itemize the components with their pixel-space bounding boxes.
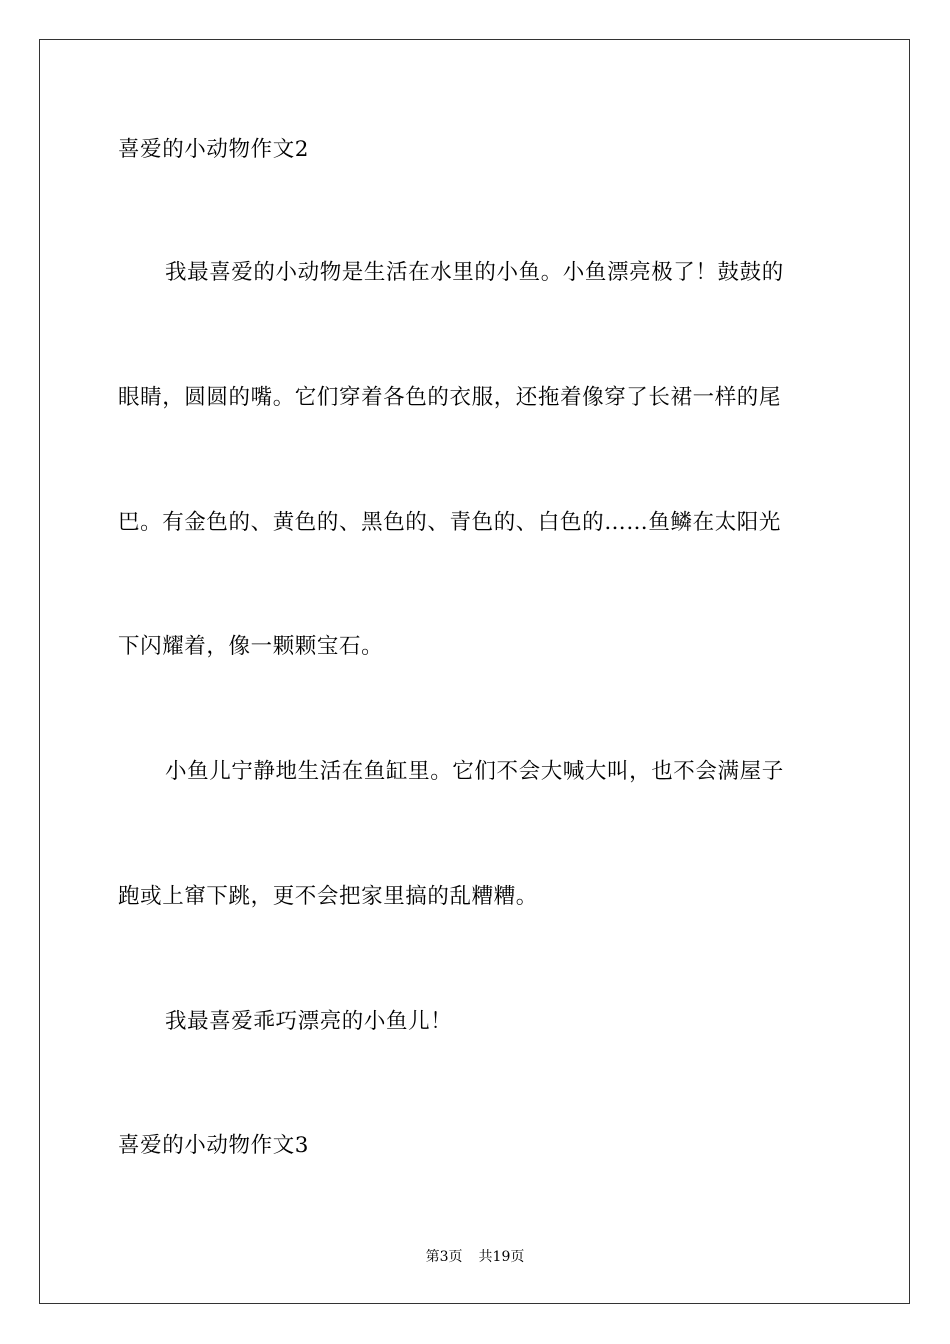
page-frame bbox=[39, 39, 910, 1304]
paragraph-line: 我最喜爱乖巧漂亮的小鱼儿！ bbox=[165, 1009, 453, 1034]
paragraph-line: 下闪耀着，像一颗颗宝石。 bbox=[118, 634, 384, 659]
page-number: 第3页 bbox=[425, 1249, 463, 1265]
section-heading: 喜爱的小动物作文2 bbox=[118, 137, 310, 162]
page-total: 共19页 bbox=[478, 1249, 525, 1265]
paragraph-line: 眼睛，圆圆的嘴。它们穿着各色的衣服，还拖着像穿了长裙一样的尾 bbox=[118, 385, 782, 410]
page-footer bbox=[0, 1248, 950, 1266]
paragraph-line: 跑或上窜下跳，更不会把家里搞的乱糟糟。 bbox=[118, 884, 538, 909]
section-heading: 喜爱的小动物作文3 bbox=[118, 1133, 310, 1158]
paragraph-line: 巴。有金色的、黄色的、黑色的、青色的、白色的……鱼鳞在太阳光 bbox=[118, 510, 782, 535]
paragraph-line: 我最喜爱的小动物是生活在水里的小鱼。小鱼漂亮极了！鼓鼓的 bbox=[165, 260, 784, 285]
paragraph-line: 小鱼儿宁静地生活在鱼缸里。它们不会大喊大叫，也不会满屋子 bbox=[165, 759, 784, 784]
